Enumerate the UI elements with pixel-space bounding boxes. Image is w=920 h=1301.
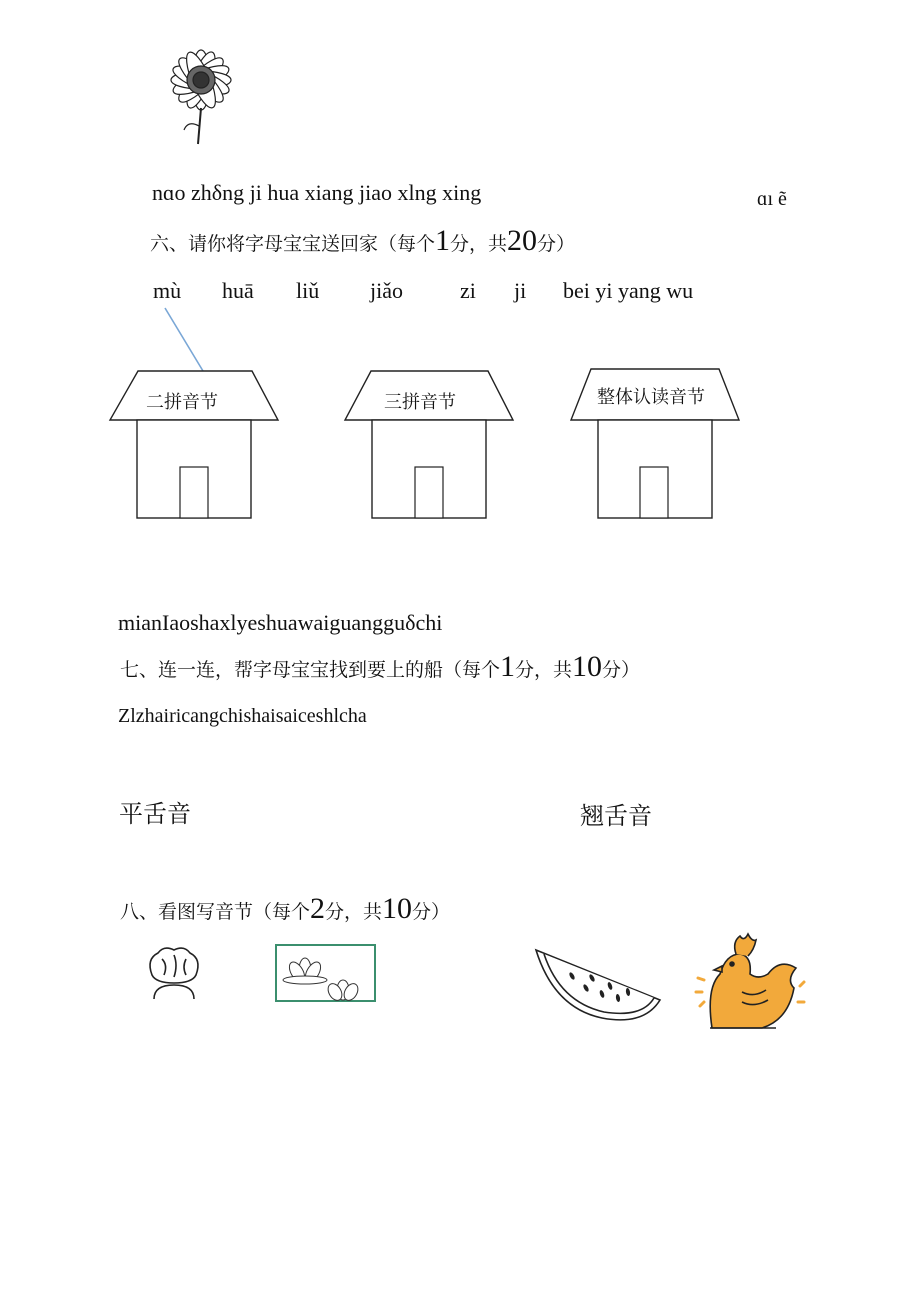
section-7-heading: [120, 650, 640, 684]
heading-total-score: 10: [382, 892, 413, 925]
boat-right-label[interactable]: 翘舌音: [580, 802, 652, 830]
heading-text-mid: 分，共: [325, 901, 383, 923]
heading-text: 七、连一连，帮字母宝宝找到要上的船（每个: [120, 659, 501, 681]
pinyin-row-2: mianIaoshaxlyeshuawaiguangguδchi: [118, 610, 443, 635]
heading-per-score: 1: [500, 650, 516, 683]
syllable-jiao[interactable]: jiǎo: [370, 278, 403, 303]
heading-text-suffix: 分）: [602, 659, 641, 681]
watermelon-image: [532, 944, 664, 1026]
chicken-image: [692, 928, 806, 1034]
syllable-mu[interactable]: mù: [153, 278, 182, 303]
cabbage-image: [144, 945, 204, 999]
syllable-hua[interactable]: huā: [222, 278, 254, 303]
heading-per-score: 1: [435, 224, 451, 257]
syllable-ji[interactable]: ji: [514, 278, 527, 303]
heading-text-mid: 分，共: [450, 233, 508, 255]
heading-text: 八、看图写音节（每个: [120, 901, 311, 923]
heading-per-score: 2: [310, 892, 326, 925]
lotus-image: [275, 944, 377, 1000]
syllable-bei-yi-yang-wu[interactable]: bei yi yang wu: [563, 278, 694, 303]
house-3-label: 整体认读音节: [597, 387, 705, 408]
boat-left-label[interactable]: 平舌音: [119, 800, 191, 828]
syllable-liu[interactable]: liǔ: [296, 278, 320, 303]
heading-text: 六、请你将字母宝宝送回家（每个: [150, 233, 436, 255]
pinyin-row-1-right: ɑı ẽ: [757, 188, 787, 210]
pinyin-row-1: nɑo zhδng ji hua xiang jiao xlng xing: [152, 180, 482, 205]
letters-row: Zlzhairicangchishaisaiceshlcha: [118, 705, 367, 727]
heading-text-suffix: 分）: [412, 901, 451, 923]
heading-text-suffix: 分）: [537, 233, 576, 255]
heading-total-score: 20: [507, 224, 538, 257]
house-1-label: 二拼音节: [146, 392, 218, 413]
house-2-label: 三拼音节: [384, 392, 456, 413]
section-8-heading: [120, 892, 450, 926]
connector-line: [0, 0, 920, 400]
heading-total-score: 10: [572, 650, 603, 683]
heading-text-mid: 分，共: [515, 659, 573, 681]
syllable-zi[interactable]: zi: [460, 278, 476, 303]
